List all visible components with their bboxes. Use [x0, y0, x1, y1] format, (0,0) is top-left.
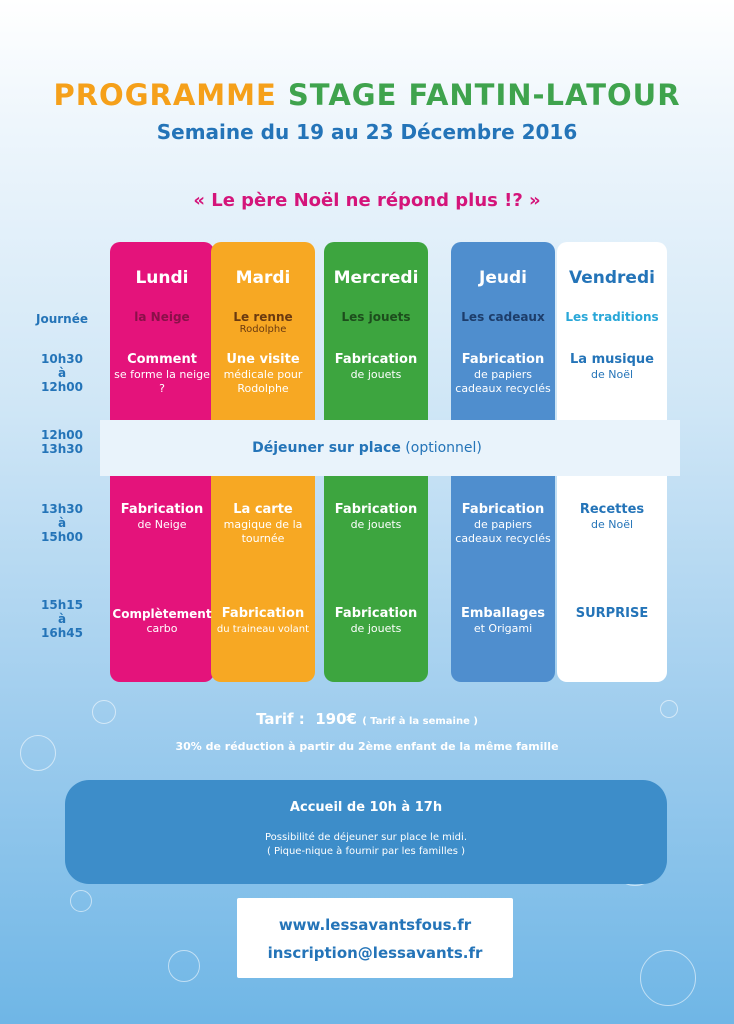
stage-theme-quote: « Le père Noël ne répond plus !? »	[193, 190, 541, 211]
time-label-slot3	[30, 598, 94, 640]
activity-title: Recettes	[579, 502, 645, 517]
time-label-slot1	[30, 352, 94, 394]
activity-title: Une visite	[226, 352, 300, 367]
theme-title: Les traditions	[565, 310, 659, 324]
activity-text: de jouets	[350, 368, 402, 381]
theme-title: Les cadeaux	[461, 310, 545, 324]
activity-jeudi-slot3	[455, 606, 551, 636]
activity-text: du traineau volant	[216, 624, 310, 635]
activity-text: de Neige	[137, 518, 187, 531]
price-value: 190€	[315, 710, 357, 728]
theme-title: Le renne	[233, 310, 293, 324]
activity-text: de jouets	[350, 622, 402, 635]
title-programme: PROGRAMME	[53, 78, 277, 112]
welcome-line-1: Possibilité de déjeuner sur place le midi.	[264, 832, 467, 843]
time-label-journee: Journée	[36, 312, 88, 326]
activity-text: de papiers cadeaux recyclés	[455, 518, 551, 545]
theme-jeudi	[451, 310, 555, 324]
activity-text: magique de la tournée	[223, 518, 303, 545]
day-name-jeudi: Jeudi	[479, 268, 527, 288]
time-sep: à	[57, 366, 67, 380]
activity-text: de jouets	[350, 518, 402, 531]
activity-mercredi-slot1	[328, 352, 424, 382]
bubble-decoration	[168, 950, 200, 982]
activity-lundi-slot3	[112, 606, 212, 636]
activity-title: Fabrication	[120, 502, 204, 517]
time-sep: à	[57, 612, 67, 626]
price-line	[0, 710, 734, 728]
activity-title: Fabrication	[221, 606, 305, 621]
time-start: 12h00	[41, 428, 83, 442]
welcome-line-2: ( Pique-nique à fournir par les familles )	[266, 846, 466, 857]
time-start: 13h30	[41, 502, 83, 516]
theme-subtitle: Rodolphe	[239, 324, 287, 335]
title-stage: STAGE FANTIN-LATOUR	[287, 78, 681, 112]
bubble-decoration	[70, 890, 92, 912]
activity-title: Comment	[127, 352, 197, 367]
activity-text: se forme la neige ?	[114, 368, 210, 395]
activity-title: Complètement	[112, 607, 212, 621]
welcome-title: Accueil de 10h à 17h	[289, 800, 443, 815]
activity-text: de Noël	[590, 518, 634, 531]
activity-title: Fabrication	[334, 606, 418, 621]
contact-box	[237, 898, 513, 978]
time-end: 15h00	[41, 530, 83, 544]
activity-mercredi-slot2	[328, 502, 424, 532]
time-start: 15h15	[41, 598, 83, 612]
time-sep: à	[57, 516, 67, 530]
time-end: 13h30	[41, 442, 83, 456]
activity-lundi-slot1	[114, 352, 210, 396]
lunch-title: Déjeuner sur place	[252, 440, 401, 456]
theme-title: la Neige	[134, 310, 190, 324]
day-name-lundi: Lundi	[135, 268, 189, 288]
activity-mardi-slot2	[215, 502, 311, 546]
activity-vendredi-slot2	[561, 502, 663, 532]
activity-title: La musique	[570, 352, 654, 367]
lunch-label	[0, 440, 734, 456]
time-label-slot2	[30, 502, 94, 544]
welcome-panel	[65, 780, 667, 884]
activity-lundi-slot2	[114, 502, 210, 532]
activity-mardi-slot1	[215, 352, 311, 396]
activity-title: Fabrication	[334, 352, 418, 367]
activity-jeudi-slot2	[455, 502, 551, 546]
discount-note: 30% de réduction à partir du 2ème enfant de la même famille	[175, 740, 559, 753]
activity-title: Emballages	[460, 606, 546, 621]
time-end: 16h45	[41, 626, 83, 640]
activity-vendredi-slot1	[561, 352, 663, 382]
activity-mercredi-slot3	[328, 606, 424, 636]
theme-title: Les jouets	[341, 310, 411, 324]
activity-title: SURPRISE	[575, 606, 649, 621]
email-link[interactable]: inscription@lessavants.fr	[267, 944, 483, 962]
time-start: 10h30	[41, 352, 83, 366]
website-link[interactable]: www.lessavantsfous.fr	[278, 916, 472, 934]
activity-text: et Origami	[473, 622, 533, 635]
day-name-mardi: Mardi	[235, 268, 291, 288]
day-name-vendredi: Vendredi	[569, 268, 655, 288]
activity-text: carbo	[146, 622, 178, 635]
bubble-decoration	[640, 950, 696, 1006]
activity-title: Fabrication	[334, 502, 418, 517]
time-end: 12h00	[41, 380, 83, 394]
activity-title: La carte	[233, 502, 293, 517]
activity-title: Fabrication	[461, 502, 545, 517]
page-title	[0, 78, 734, 112]
activity-title: Fabrication	[461, 352, 545, 367]
theme-lundi	[110, 310, 214, 324]
theme-vendredi	[557, 310, 667, 324]
activity-mardi-slot3	[215, 606, 311, 637]
lunch-note: (optionnel)	[400, 440, 482, 456]
theme-mardi	[211, 310, 315, 336]
activity-text: de papiers cadeaux recyclés	[455, 368, 551, 395]
activity-text: médicale pour Rodolphe	[223, 368, 303, 395]
page-subtitle: Semaine du 19 au 23 Décembre 2016	[156, 120, 578, 144]
day-name-mercredi: Mercredi	[333, 268, 419, 288]
price-label: Tarif :	[256, 710, 305, 728]
activity-jeudi-slot1	[455, 352, 551, 396]
theme-mercredi	[324, 310, 428, 324]
activity-vendredi-slot3	[561, 606, 663, 622]
activity-text: de Noël	[590, 368, 634, 381]
price-note: ( Tarif à la semaine )	[362, 716, 478, 727]
